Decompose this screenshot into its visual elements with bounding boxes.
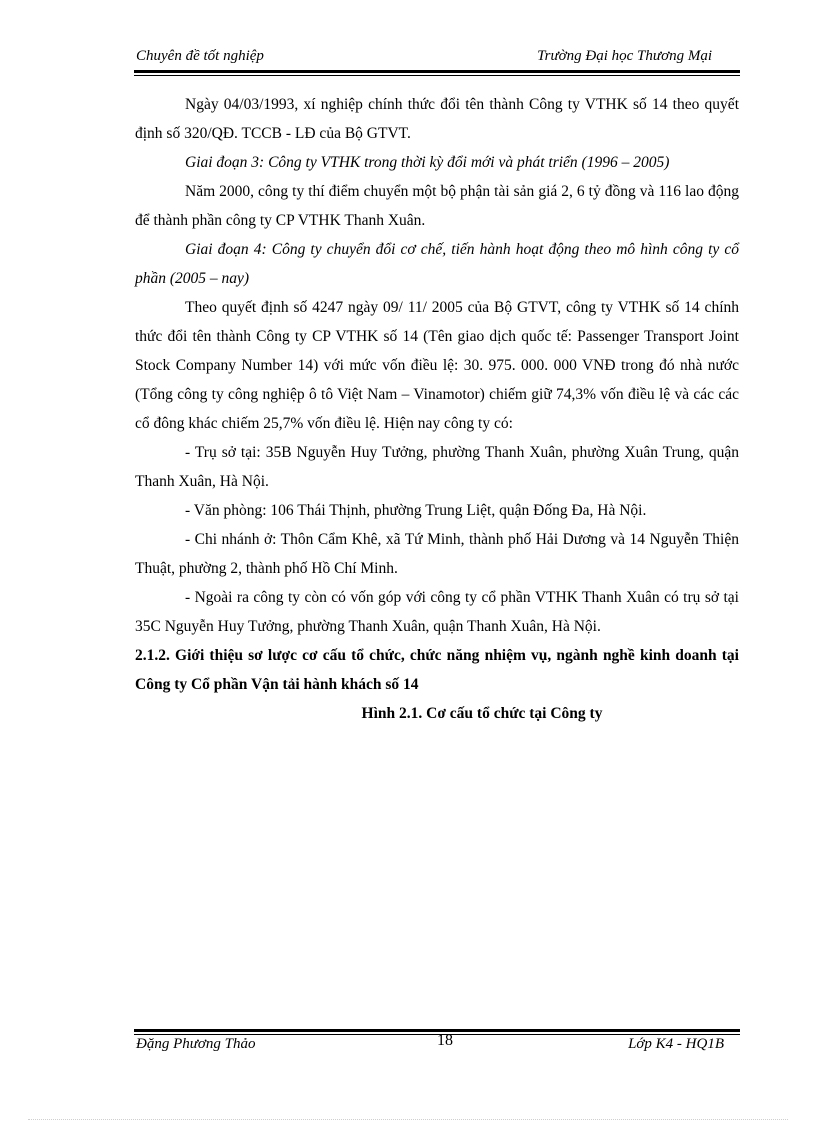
stage-4-heading: Giai đoạn 4: Công ty chuyển đổi cơ chế, tiến hành hoạt động theo mô hình công ty cổ phần (2005 – nay) [135,241,739,287]
page-bottom-dotted-line [28,1119,788,1120]
header-rule-thick [134,70,740,73]
header-right-text: Trường Đại học Thương Mại [537,48,712,64]
section-heading-2-1-2: 2.1.2. Giới thiệu sơ lược cơ cấu tổ chức, chức năng nhiệm vụ, ngành nghề kinh doanh tại Công ty Cổ phần Vận tải hành khách số 14 [135,647,739,693]
paragraph-2000: Năm 2000, công ty thí điểm chuyển một bộ phận tài sản giá 2, 6 tỷ đồng và 116 lao động để thành phần công ty CP VTHK Thanh Xuân. [135,183,739,229]
paragraph-decision-4247: Theo quyết định số 4247 ngày 09/ 11/ 2005 của Bộ GTVT, công ty VTHK số 14 chính thức đổi tên thành Công ty CP VTHK số 14 (Tên giao dịch quốc tế: Passenger Transport Joint Stock Company Number 14) với mức vốn điều lệ: 30. 975. 000. 000 VNĐ trong đó nhà nước (Tổng công ty công nghiệp ô tô Việt Nam – Vinamotor) chiếm giữ 74,3% vốn điều lệ và các các cổ đông khác chiếm 25,7% vốn điều lệ. Hiện nay công ty có: [135,299,739,432]
list-item-branches: - Chi nhánh ở: Thôn Cẩm Khê, xã Tứ Minh, thành phố Hải Dương và 14 Nguyễn Thiện Thuật, phường 2, thành phố Hồ Chí Minh. [135,531,739,577]
header-left-text: Chuyên đề tốt nghiệp [136,48,264,64]
footer-author: Đặng Phương Thảo [136,1036,256,1052]
page-number: 18 [437,1032,453,1049]
paragraph-rename-1993: Ngày 04/03/1993, xí nghiệp chính thức đổi tên thành Công ty VTHK số 14 theo quyết định số 320/QĐ. TCCB - LĐ của Bộ GTVT. [135,96,739,142]
header-rule-thin [134,75,740,76]
document-body [135,90,739,728]
list-item-office: - Văn phòng: 106 Thái Thịnh, phường Trung Liệt, quận Đống Đa, Hà Nội. [185,502,647,519]
footer-class: Lớp K4 - HQ1B [628,1036,724,1052]
list-item-investment: - Ngoài ra công ty còn có vốn góp với công ty cổ phần VTHK Thanh Xuân có trụ sở tại 35C Nguyễn Huy Tưởng, phường Thanh Xuân, quận Thanh Xuân, Hà Nội. [135,589,739,635]
list-item-head-office: - Trụ sở tại: 35B Nguyễn Huy Tưởng, phường Thanh Xuân, phường Xuân Trung, quận Thanh Xuân, Hà Nội. [135,444,739,490]
stage-3-heading: Giai đoạn 3: Công ty VTHK trong thời kỳ đổi mới và phát triển (1996 – 2005) [185,154,670,171]
figure-caption: Hình 2.1. Cơ cấu tổ chức tại Công ty [361,705,603,722]
